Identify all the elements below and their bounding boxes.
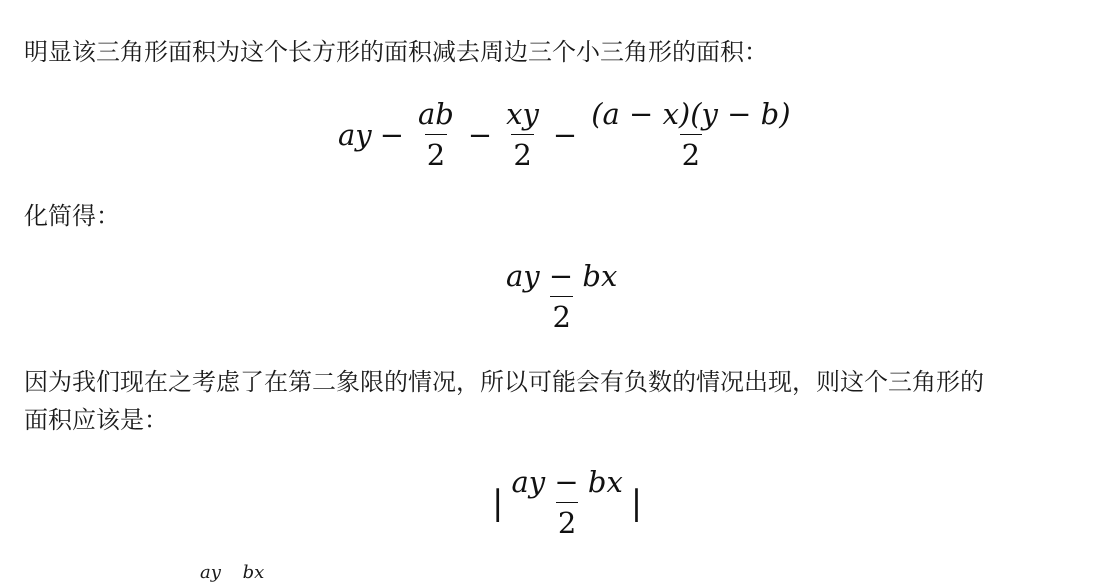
fraction-abs <box>509 464 624 541</box>
minus-sign: − <box>552 117 578 152</box>
formula-absolute-value <box>490 464 644 541</box>
fraction-ab-over-2 <box>416 96 456 173</box>
cut-numerator: ay <box>200 562 221 583</box>
fraction-xy-over-2 <box>504 96 541 173</box>
fraction-denominator: 2 <box>680 134 702 173</box>
fraction-denominator: 2 <box>550 296 572 335</box>
minus-sign: − <box>379 117 404 152</box>
paragraph-explanation-line1: 因为我们现在之考虑了在第二象限的情况，所以可能会有负数的情况出现，则这个三角形的 <box>24 368 984 396</box>
abs-bar-right: | <box>630 482 643 523</box>
fraction-product-over-2 <box>589 96 792 173</box>
fraction-denominator: 2 <box>556 502 578 541</box>
formula-area-expression <box>338 96 797 173</box>
abs-bar-left: | <box>492 482 504 523</box>
formula-simplified <box>500 258 623 335</box>
paragraph-explanation-line2: 面积应该是： <box>24 406 168 434</box>
fraction-numerator: ab <box>418 97 454 131</box>
cut-numerator-2: bx <box>242 562 265 583</box>
term-ay: ay <box>338 117 372 152</box>
fraction-denominator: 2 <box>511 134 533 173</box>
fraction-numerator: (a − x)(y − b) <box>591 97 791 131</box>
minus-sign: − <box>467 117 493 152</box>
paragraph-simplify: 化简得： <box>24 202 120 230</box>
paragraph-intro: 明显该三角形面积为这个长方形的面积减去周边三个小三角形的面积： <box>24 38 768 66</box>
fraction-numerator: ay − bx <box>511 465 623 499</box>
fraction-denominator: 2 <box>425 134 447 173</box>
fraction-simplified <box>504 258 619 335</box>
cut-off-formula <box>200 562 264 583</box>
fraction-numerator: ay − bx <box>506 259 618 293</box>
fraction-numerator: xy <box>506 97 539 131</box>
